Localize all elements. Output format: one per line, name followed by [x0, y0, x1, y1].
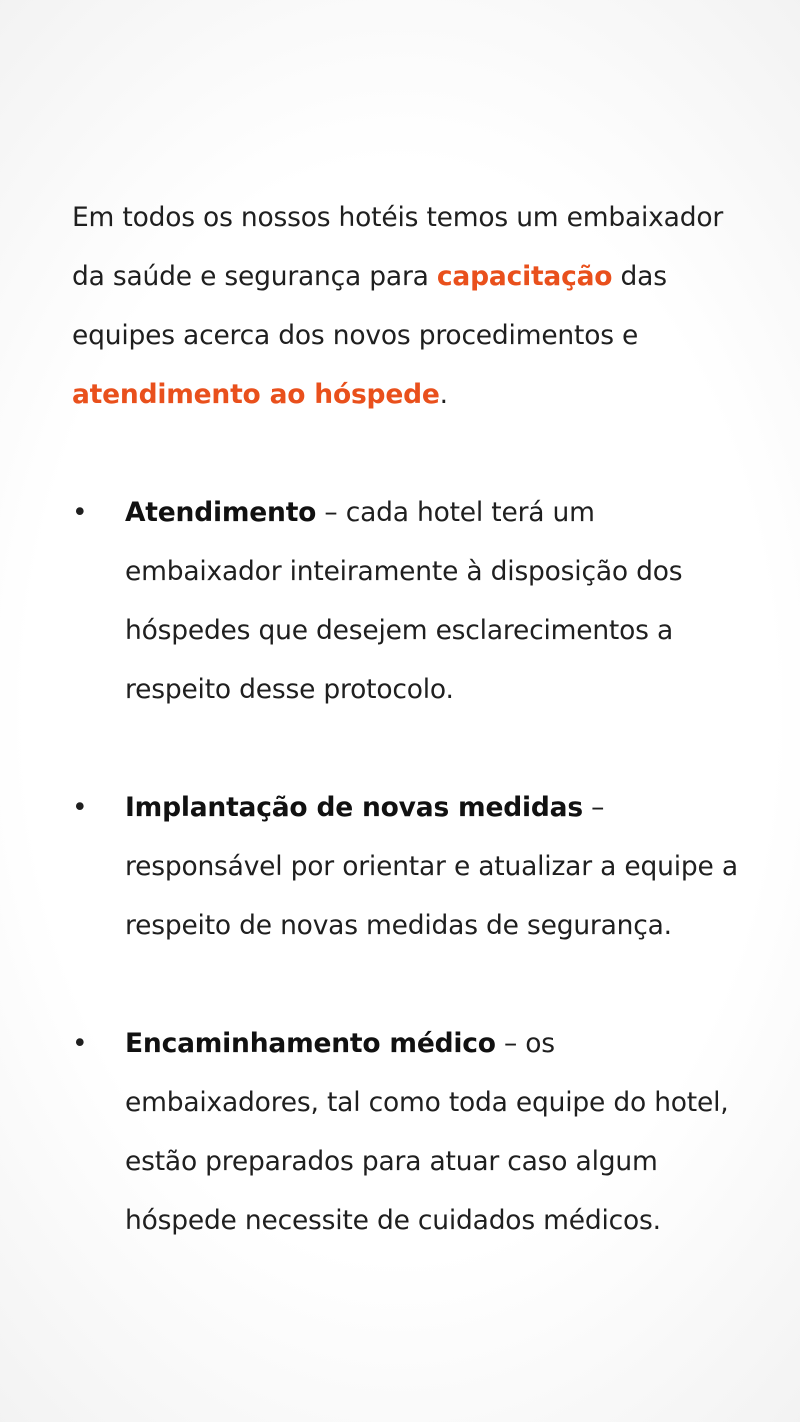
- bullet-marker: •: [72, 792, 88, 823]
- bullet-description: – cada hotel terá um embaixador inteiramente à disposição dos hóspedes que desejem esclarecimentos a respeito desse protocolo.: [125, 497, 683, 705]
- intro-paragraph: [72, 188, 752, 424]
- intro-text-2: das equipes acerca dos novos procedimentos e: [72, 261, 667, 351]
- bullet-list: [72, 483, 752, 1250]
- list-item: [72, 483, 752, 719]
- bullet-term: Atendimento: [125, 497, 317, 528]
- bullet-marker: •: [72, 1028, 88, 1059]
- bullet-description: – responsável por orientar e atualizar a equipe a respeito de novas medidas de segurança.: [125, 792, 738, 941]
- bullet-description: – os embaixadores, tal como toda equipe do hotel, estão preparados para atuar caso algum hóspede necessite de cuidados médicos.: [125, 1028, 729, 1236]
- bullet-marker: •: [72, 497, 88, 528]
- content-body: [72, 188, 752, 1250]
- bullet-term: Encaminhamento médico: [125, 1028, 496, 1059]
- bullet-term: Implantação de novas medidas: [125, 792, 583, 823]
- intro-highlight-guest-service: atendimento ao hóspede: [72, 379, 440, 410]
- intro-text-1: Em todos os nossos hotéis temos um embaixador da saúde e segurança para: [72, 202, 724, 292]
- list-item: [72, 778, 752, 955]
- intro-text-3: .: [439, 379, 448, 410]
- intro-highlight-training: capacitação: [436, 261, 613, 292]
- list-item: [72, 1014, 752, 1250]
